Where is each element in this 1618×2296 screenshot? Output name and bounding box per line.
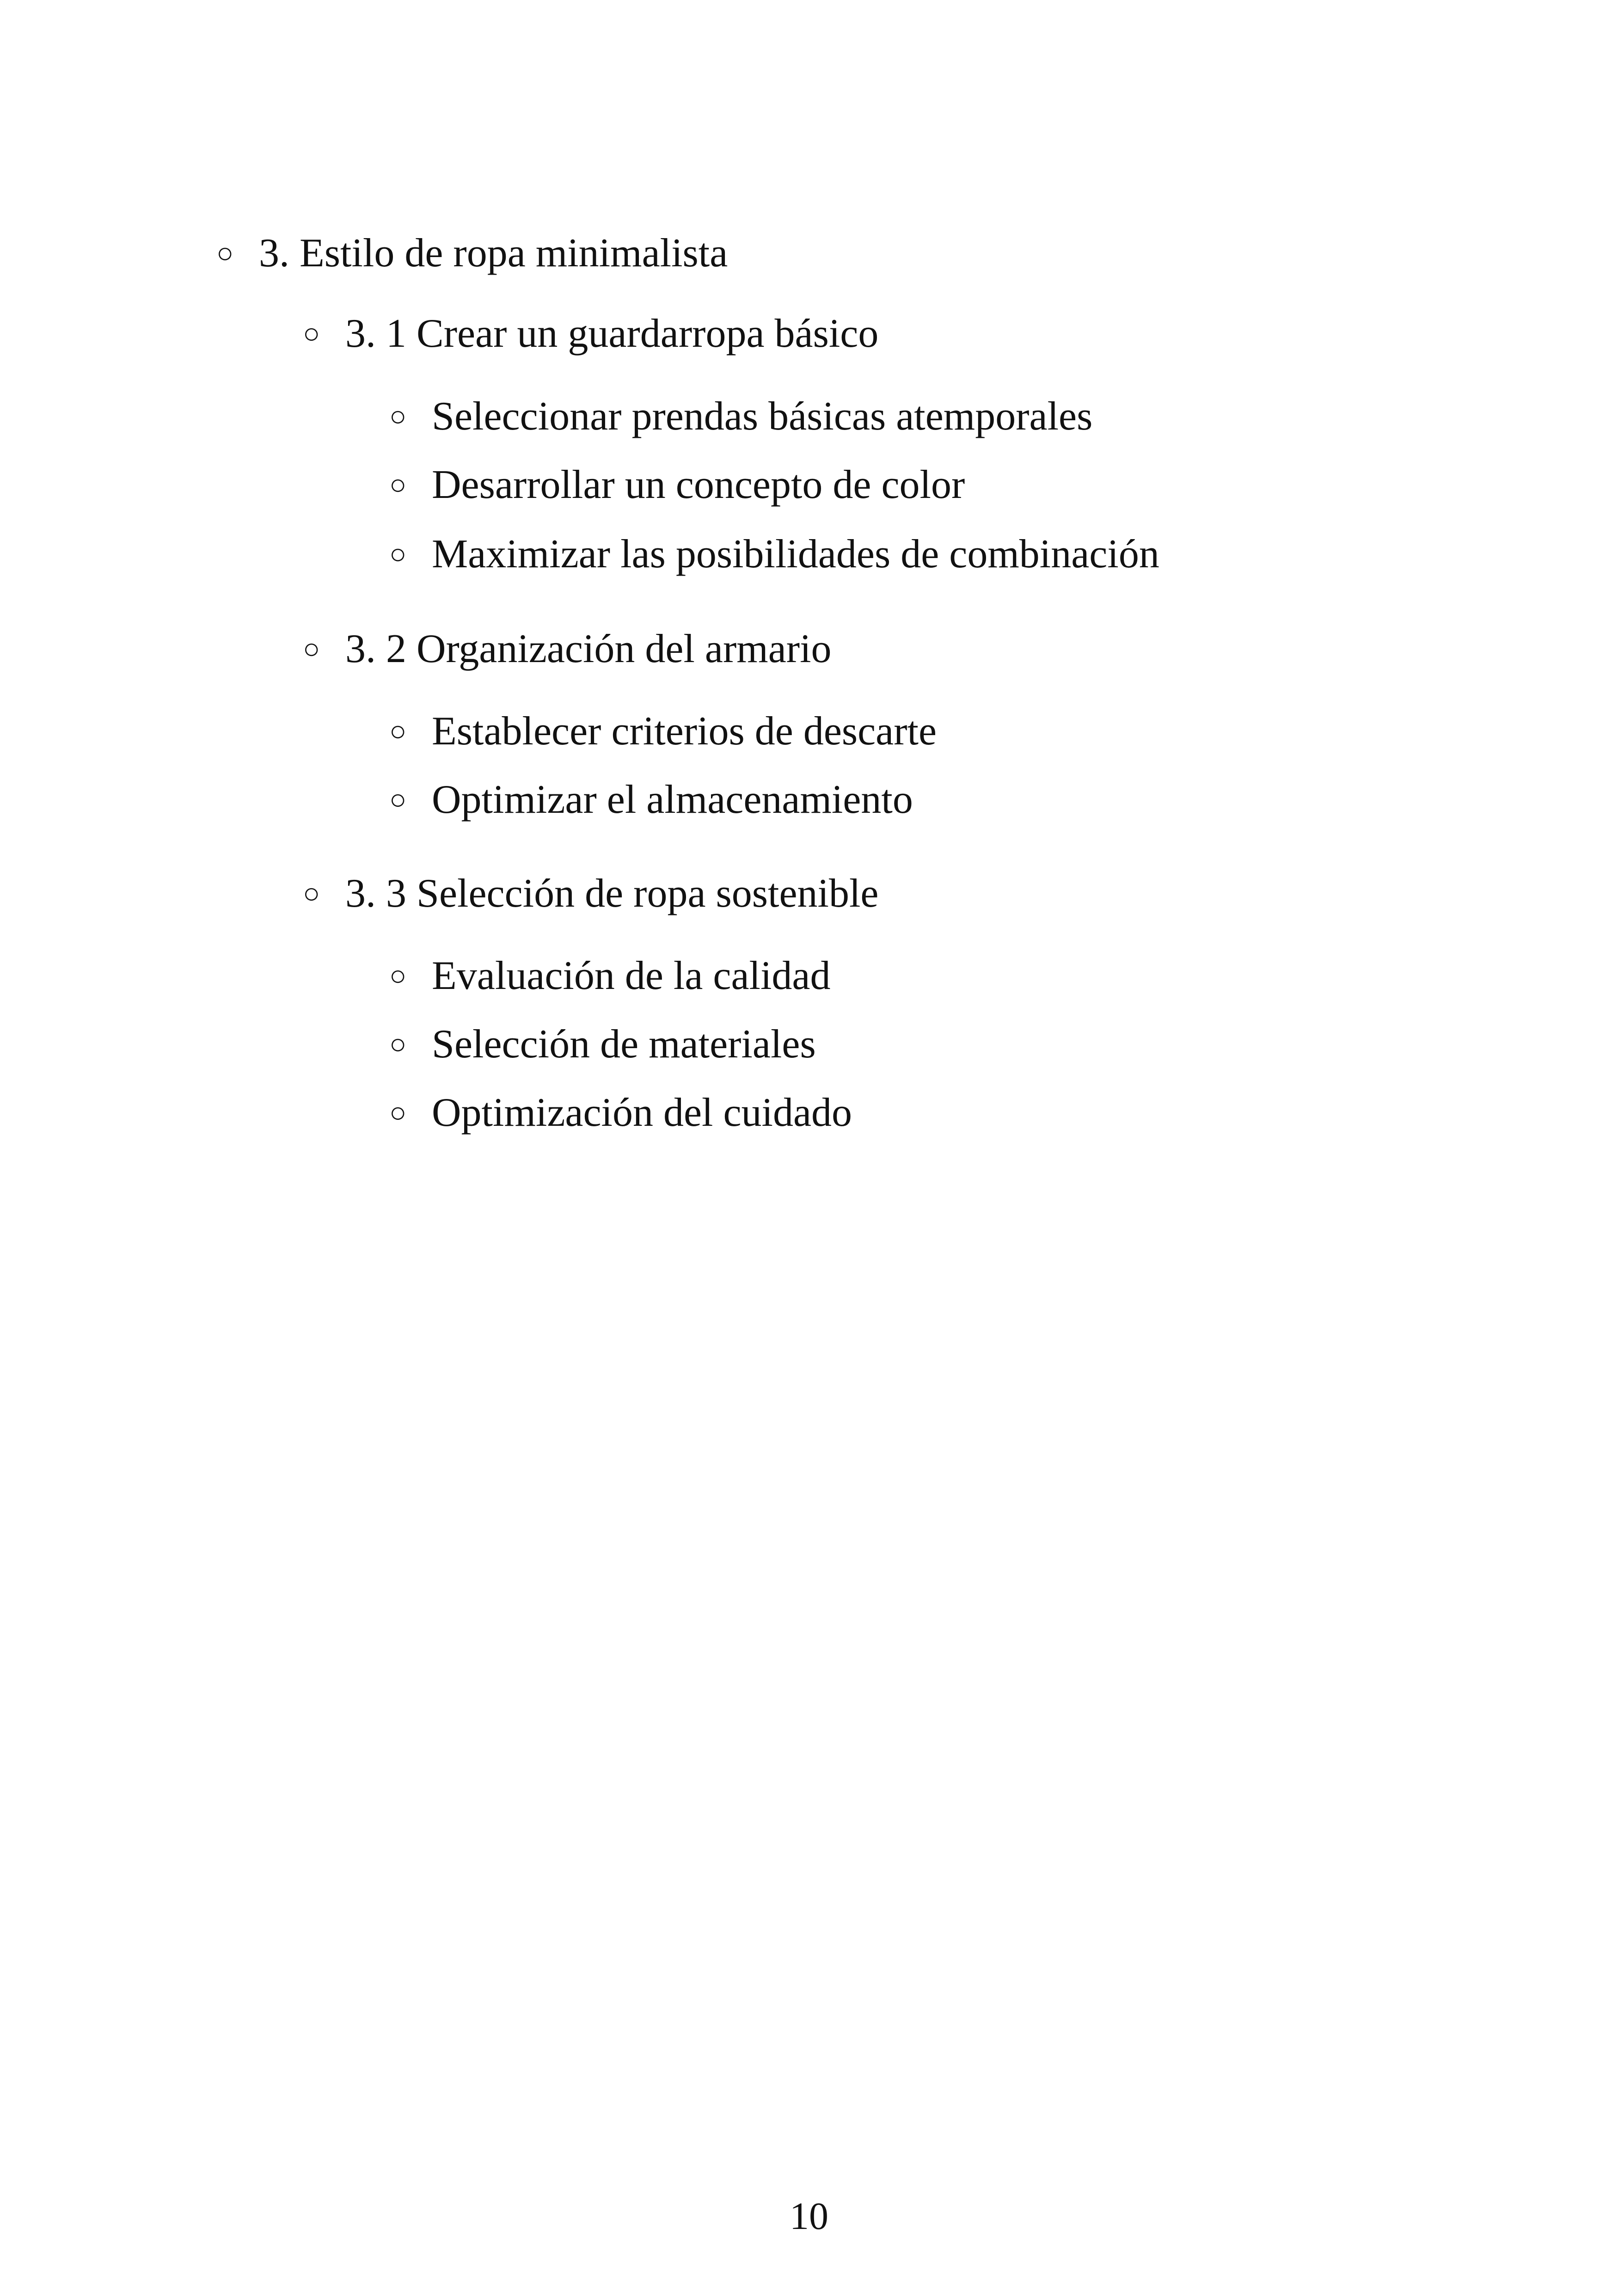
circle-bullet-icon: ○ bbox=[303, 878, 320, 909]
circle-bullet-icon: ○ bbox=[389, 1097, 407, 1129]
circle-bullet-icon: ○ bbox=[389, 469, 407, 501]
item-label: Selección de materiales bbox=[432, 1022, 816, 1067]
circle-bullet-icon: ○ bbox=[389, 539, 407, 570]
circle-bullet-icon: ○ bbox=[389, 1029, 407, 1060]
page-number: 10 bbox=[790, 2195, 828, 2238]
circle-bullet-icon: ○ bbox=[389, 960, 407, 992]
outline-item bbox=[389, 396, 1092, 437]
outline-item bbox=[389, 711, 937, 752]
subsection-title: 3. 2 Organización del armario bbox=[345, 626, 832, 671]
outline-item bbox=[389, 953, 831, 998]
outline-item bbox=[389, 534, 1159, 575]
outline-subsection bbox=[303, 873, 878, 914]
circle-bullet-icon: ○ bbox=[389, 401, 407, 432]
outline-item bbox=[389, 777, 913, 822]
item-label: Optimización del cuidado bbox=[432, 1090, 852, 1135]
item-label: Establecer criterios de descarte bbox=[432, 709, 937, 754]
item-label: Seleccionar prendas básicas atemporales bbox=[432, 394, 1093, 439]
item-label: Desarrollar un concepto de color bbox=[432, 462, 965, 507]
circle-bullet-icon: ○ bbox=[389, 716, 407, 747]
item-label: Evaluación de la calidad bbox=[432, 953, 831, 998]
outline-item bbox=[389, 1090, 852, 1135]
item-label: Optimizar el almacenamiento bbox=[432, 777, 913, 822]
circle-bullet-icon: ○ bbox=[389, 784, 407, 816]
circle-bullet-icon: ○ bbox=[303, 633, 320, 665]
outline-item bbox=[389, 462, 965, 507]
section-title: 3. Estilo de ropa minimalista bbox=[259, 231, 728, 276]
circle-bullet-icon: ○ bbox=[303, 318, 320, 350]
outline-section bbox=[216, 233, 728, 274]
outline-subsection bbox=[303, 313, 878, 354]
outline-subsection bbox=[303, 626, 832, 671]
item-label: Maximizar las posibilidades de combinación bbox=[432, 532, 1159, 577]
subsection-title: 3. 3 Selección de ropa sostenible bbox=[345, 871, 879, 916]
subsection-title: 3. 1 Crear un guardarropa básico bbox=[345, 311, 879, 356]
circle-bullet-icon: ○ bbox=[216, 238, 234, 269]
outline-item bbox=[389, 1024, 816, 1065]
